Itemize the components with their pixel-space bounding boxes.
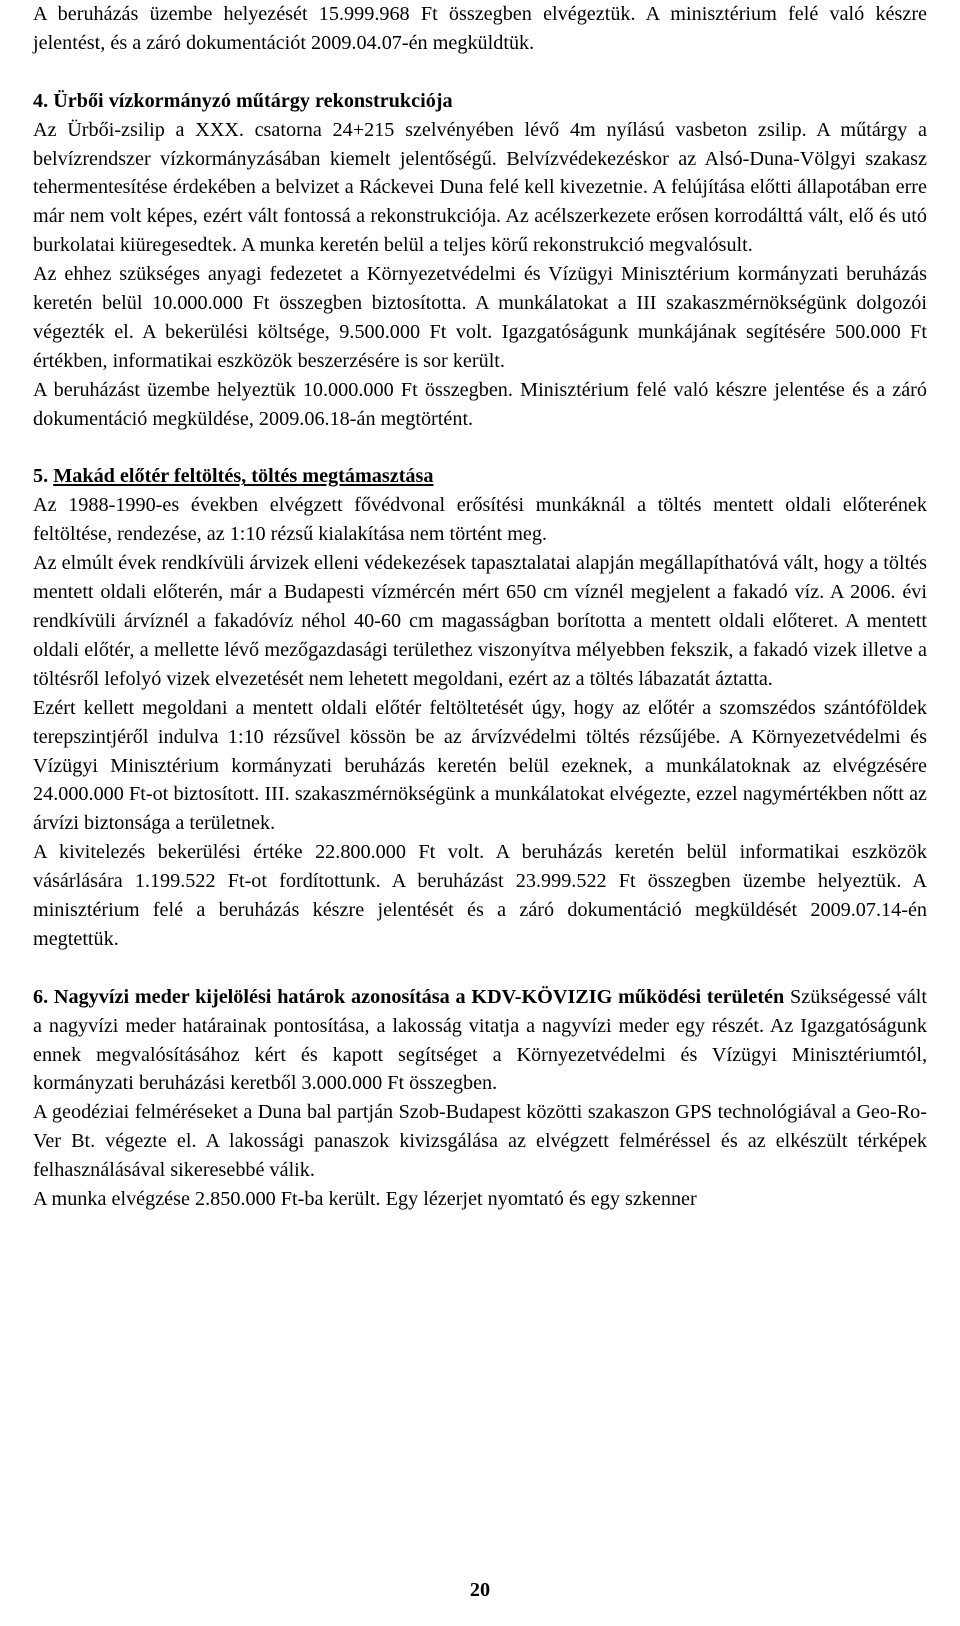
section-5-paragraph-1: Az 1988-1990-es években elvégzett fővédvonal erősítési munkáknál a töltés mentett oldali előterének feltöltése, rendezése, az 1:10 rézsű kialakítása nem történt meg. <box>33 494 927 546</box>
spacer <box>33 954 927 983</box>
section-4-paragraph-2: Az ehhez szükséges anyagi fedezetet a Környezetvédelmi és Vízügyi Minisztérium kormányzati beruházás keretén belül 10.000.000 Ft összegben biztosította. A munkálatokat a III szakaszmérnökségünk dolgozói végezték el. A bekerülési költsége, 9.500.000 Ft volt. Igazgatóságunk munkájának segítésére 500.000 Ft értékben, informatikai eszközök beszerzésére is sor került. <box>33 263 927 372</box>
section-5-title: Makád előtér feltöltés, töltés megtámasztása <box>53 465 434 488</box>
section-6-paragraph-3: A munka elvégzése 2.850.000 Ft-ba került. Egy lézerjet nyomtató és egy szkenner <box>33 1188 697 1211</box>
section-4-heading: 4. Ürbői vízkormányzó műtárgy rekonstrukciója <box>33 89 453 112</box>
section-5-heading <box>33 462 927 491</box>
spacer <box>33 58 927 87</box>
section-4-paragraph-3: A beruházást üzembe helyeztük 10.000.000 Ft összegben. Minisztérium felé való készre jelentése és a záró dokumentáció megküldése, 2009.06.18-án megtörtént. <box>33 378 927 430</box>
section-6-intro-text: Szükségessé vált a nagyvízi meder határainak pontosítása, a lakosság vitatja a nagyvízi meder egy részét. Az Igazgatóságunk ennek megvalósításához kért és kapott segítséget a Környezetvédelmi és Vízügyi Minisztériumtól, kormányzati beruházási keretből 3.000.000 Ft összegben. <box>33 985 927 1095</box>
section-6-paragraph-1 <box>33 983 927 1099</box>
section-5-paragraph-2: Az elmúlt évek rendkívüli árvizek elleni védekezések tapasztalatai alapján megállapíthatóvá vált, hogy a töltés mentett oldali előterén, már a Budapesti vízmércén mért 650 cm víznél megjelent a fakadó víz. A 2006. évi rendkívüli árvíznél a fakadóvíz néhol 40-60 cm magasságban borította a mentett oldali előteret. A mentett oldali előtér, a mellette lévő mezőgazdasági területhez viszonyítva mélyebben fekszik, a fakadó vizek illetve a töltésről lefolyó vizek elvezetését nem lehetett megoldani, ezért az a töltés lábazatát áztatta. <box>33 552 927 690</box>
section-5-number: 5. <box>33 465 49 488</box>
section-4-paragraph-1: Az Ürbői-zsilip a XXX. csatorna 24+215 szelvényében lévő 4m nyílású vasbeton zsilip. A műtárgy a belvízrendszer vízkormányzásában kiemelt jelentőségű. Belvízvédekezéskor az Alsó-Duna-Völgyi szakasz tehermentesítése érdekében a belvizet a Ráckevei Duna felé kell kivezetnie. A felújítása előtti állapotában erre már nem volt képes, ezért vált fontossá a rekonstrukciója. Az acélszerkezete erősen korrodálttá vált, elő és utó burkolatai kiüregesedtek. A munka keretén belül a teljes körű rekonstrukció megvalósult. <box>33 118 927 257</box>
spacer <box>33 434 927 463</box>
section-5-paragraph-3: Ezért kellett megoldani a mentett oldali előtér feltöltetését úgy, hogy az előtér a szomszédos szántóföldek terepszintjéről indulva 1:10 rézsűvel kössön be az árvízvédelmi töltés rézsűjébe. A Környezetvédelmi és Vízügyi Minisztérium kormányzati beruházás keretén belül ezeknek, a munkálatoknak az elvégzésére 24.000.000 Ft-ot biztosított. III. szakaszmérnökségünk a munkálatokat elvégezte, ezzel nagymértékben nőtt az árvízi biztonsága a területnek. <box>33 696 927 835</box>
page-number: 20 <box>469 1579 491 1601</box>
paragraph-intro: A beruházás üzembe helyezését 15.999.968 Ft összegben elvégeztük. A minisztérium felé való készre jelentést, és a záró dokumentációt 2009.04.07-én megküldtük. <box>33 3 927 54</box>
document-page <box>33 0 927 1214</box>
section-5-paragraph-4: A kivitelezés bekerülési értéke 22.800.000 Ft volt. A beruházás keretén belül informatikai eszközök vásárlására 1.199.522 Ft-ot fordítottunk. A beruházást 23.999.522 Ft összegben üzembe helyeztük. A minisztérium felé a beruházás készre jelentését és a záró dokumentáció megküldését 2009.07.14-én megtettük. <box>33 841 927 950</box>
section-6-paragraph-2: A geodéziai felméréseket a Duna bal partján Szob-Budapest közötti szakaszon GPS technológiával a Geo-Ro-Ver Bt. végezte el. A lakossági panaszok kivizsgálása az elvégzett felméréssel és az elkészült térképek felhasználásával sikeresebbé válik. <box>33 1101 927 1182</box>
section-6-heading: 6. Nagyvízi meder kijelölési határok azonosítása a KDV-KÖVIZIG működési területén <box>33 985 785 1008</box>
